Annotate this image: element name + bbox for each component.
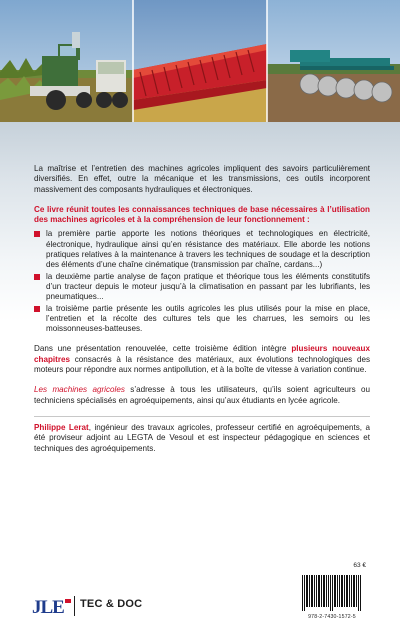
imprint-name: TEC & DOC: [80, 598, 143, 610]
back-cover-text: [34, 164, 370, 464]
isbn-number: 978-2-7430-1572-5: [308, 614, 356, 620]
bullet-square-icon: [34, 306, 40, 312]
jle-logo-icon: [32, 596, 72, 616]
svg-text:JLE: JLE: [32, 597, 64, 616]
book-title: Les machines agricoles: [34, 385, 125, 395]
intro-paragraph: La maîtrise et l’entretien des machines agricoles impliquent des savoirs particulièrement diversifiés. En effet, outre la mécanique et les transmissions, ces outils incorporent massivement des composants hydrauliques et électroniques.: [34, 164, 370, 194]
barcode-icon: [298, 573, 366, 613]
author-name: Philippe Lerat: [34, 422, 89, 432]
list-item: la troisième partie présente les outils agricoles les plus utilisés pour la mise en place, l’entretien et la récolte des cultures tels que les charrues, les semoirs ou les moissonneuses-batteuses.: [34, 304, 370, 335]
lead-paragraph: Ce livre réunit toutes les connaissances techniques de base nécessaires à l’utilisation des machines agricoles et à la compréhension de leur fonctionnement :: [34, 204, 370, 225]
price-label: 63 €: [353, 562, 366, 569]
divider: [34, 416, 370, 417]
logo-divider: [74, 596, 75, 616]
parts-list: [34, 229, 370, 334]
agricultural-machines-photos: [0, 0, 400, 122]
audience-paragraph: Les machines agricoles s’adresse à tous les utilisateurs, qu’ils soient agriculteurs ou techniciens spécialisés en agroéquipements, ainsi qu’aux étudiants en lycée agricole.: [34, 385, 371, 405]
publisher-logo: [32, 596, 72, 616]
author-paragraph: Philippe Lerat, ingénieur des travaux agricoles, professeur certifié en agroéquipements, a été proviseur adjoint au LEGTA de Vesoul et est inspecteur pédagogique en sciences et techniques des agroéquipements.: [34, 422, 370, 453]
new-chapters-highlight: plusieurs nouveaux chapitres: [34, 344, 370, 364]
cover-photo-strip: [0, 0, 400, 122]
edition-paragraph: Dans une présentation renouvelée, cette troisième édition intègre plusieurs nouveaux chapitres consacrés à la résistance des matériaux, aux évolutions technologiques des moteurs pour répondre aux normes antipollution, et à la boîte de vitesse à variation continue.: [34, 344, 370, 375]
list-item: la première partie apporte les notions théoriques et technologiques en électricité, électronique, hydraulique ainsi qu’en résistance des matériaux. Elle aborde les notions pratiques relatives à la maintenance à travers les techniques de soudage et la description des éléments d’une chaîne cinématique (transmission par chaîne, cardans...): [34, 229, 370, 270]
bullet-square-icon: [34, 231, 40, 237]
bullet-square-icon: [34, 274, 40, 280]
list-item: la deuxième partie analyse de façon pratique et théorique tous les éléments constitutifs d’un tracteur depuis le moteur jusqu’à la climatisation en passant par les lubrifiants, les pneumatiques...: [34, 272, 370, 303]
barcode: [298, 573, 366, 617]
